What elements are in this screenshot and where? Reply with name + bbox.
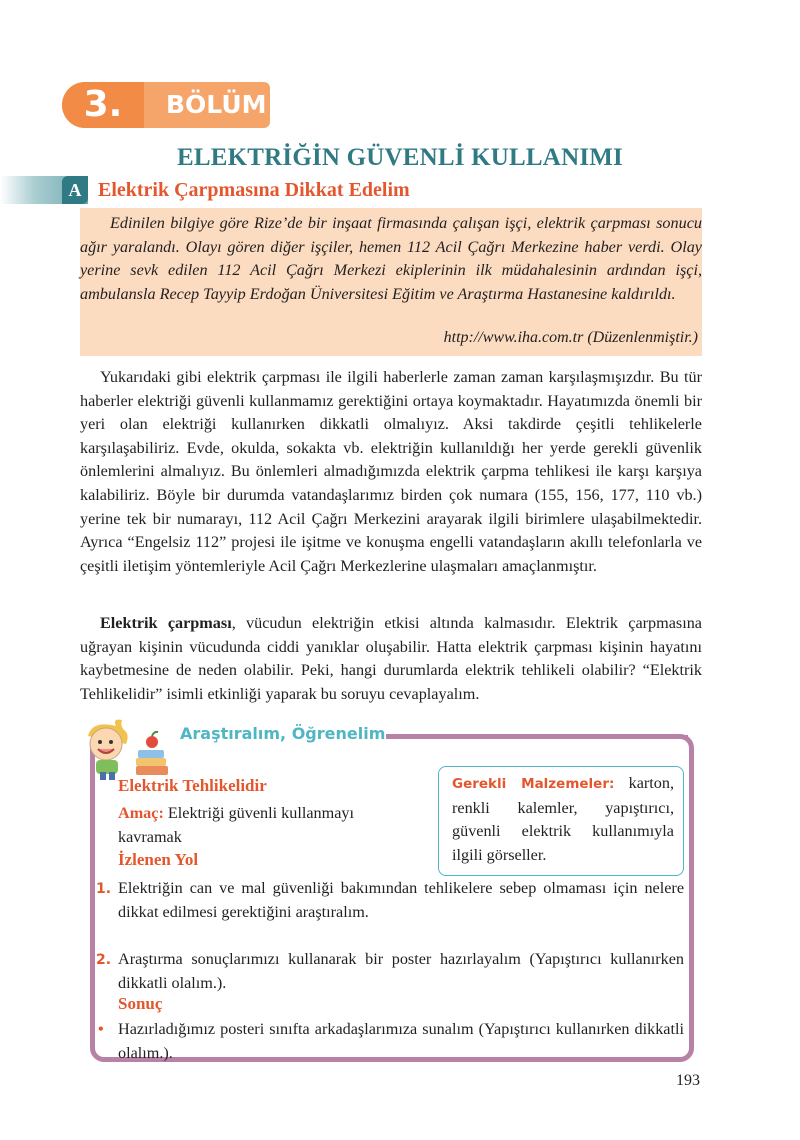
term-electric-shock: Elektrik çarpması	[100, 614, 232, 632]
page-title: ELEKTRİĞİN GÜVENLİ KULLANIMI	[177, 144, 623, 171]
result-text: Hazırladığımız posteri sınıfta arkadaşlarımıza sunalım (Yapıştırıcı kullanırken dikkatli olalım.).	[118, 1020, 684, 1062]
chapter-word: BÖLÜM	[166, 90, 267, 119]
step-2-body: Araştırma sonuçlarımızı kullanarak bir poster hazırlayalım (Yapıştırıcı kullanırken dikkatli olalım.).	[118, 950, 684, 992]
section-letter: A	[62, 176, 88, 204]
activity-aim	[118, 802, 418, 849]
news-quote-text	[80, 212, 702, 306]
activity-title: Elektrik Tehlikelidir	[118, 776, 267, 795]
procedure-label: İzlenen Yol	[118, 850, 199, 869]
step-2-text	[118, 948, 684, 995]
paragraph-intro-text: Yukarıdaki gibi elektrik çarpması ile ilgili haberlerle zaman zaman karşılaşmışızdır. Bu tür haberler elektriği güvenli kullanmamız gerektiğini ortaya koymaktadır. Hayatımızda önemli bir yeri olan elektriği kullanırken dikkatli olmalıyız. Aksi takdirde çeşitli tehlikelerle karşılaşabiliriz. Evde, okulda, sokakta vb. elektriğin kullanıldığı her yerde gerekli güvenlik önlemlerini almalıyız. Bu önlemleri almadığımızda elektrik çarpma tehlikesi ile karşı karşıya kalabiliriz. Böyle bir durumda vatandaşlarımız birden çok numara (155, 156, 177, 110 vb.) yerine tek bir numarayı, 112 Acil Çağrı Merkezini arayarak ilgili birimlere ulaşabilmektedir. Ayrıca “Engelsiz 112” projesi ile işitme ve konuşma engelli vatandaşların akıllı telefonlarla ve çeşitli iletişim yöntemleriyle Acil Çağrı Merkezlerine ulaşmaları amaçlanmıştır.	[80, 368, 702, 575]
paragraph-definition	[80, 612, 702, 706]
aim-text: Elektriği güvenli kullanmayı kavramak	[118, 804, 355, 846]
aim-label: Amaç:	[118, 804, 164, 822]
step-1-body: Elektriğin can ve mal güvenliği bakımından tehlikelere sebep olmaması için nelere dikkat edilmesi gerektiğini araştıralım.	[118, 879, 684, 921]
paragraph-intro	[80, 366, 702, 578]
kid-reading-books-icon	[78, 718, 178, 780]
news-quote-body: Edinilen bilgiye göre Rize’de bir inşaat firmasında çalışan işçi, elektrik çarpması sonucu ağır yaralandı. Olayı gören diğer işçiler, hemen 112 Acil Çağrı Merkezine haber verdi. Olay yerine sevk edilen 112 Acil Çağrı Merkezi ekiplerinin ilk müdahalesinin ardından işçi, ambulansla Recep Tayyip Erdoğan Üniversitesi Eğitim ve Araştırma Hastanesine kaldırıldı.	[80, 214, 702, 303]
news-quote-source: http://www.iha.com.tr (Düzenlenmiştir.)	[443, 329, 698, 346]
activity-banner-title: Araştıralım, Öğrenelim	[180, 724, 386, 743]
materials-label: Gerekli Malzemeler:	[452, 776, 615, 792]
section-title: Elektrik Çarpmasına Dikkat Edelim	[98, 179, 410, 201]
result-bullet: •	[98, 1020, 104, 1038]
chapter-number: 3.	[62, 82, 144, 128]
step-1-number: 1.	[96, 881, 112, 897]
paragraph-definition-text: , vücudun elektriğin etkisi altında kalmasıdır. Elektrik çarpmasına uğrayan kişinin vücudunda ciddi yanıklar oluşabilir. Hatta elektrik çarpması kişinin hayatını kaybetmesine de neden olabilir. Peki, hangi durumlarda elektrik tehlikeli olabilir? “Elektrik Tehlikelidir” isimli etkinliği yaparak bu soruyu cevaplayalım.	[80, 614, 702, 703]
page-number: 193	[676, 1072, 700, 1089]
materials-list: karton, renkli kalemler, yapıştırıcı, güvenli elektrik kullanımıyla ilgili görseller.	[452, 774, 674, 864]
step-2-number: 2.	[96, 952, 112, 968]
activity-banner-rule	[386, 735, 688, 739]
materials-text	[452, 772, 674, 867]
result-label: Sonuç	[118, 994, 163, 1013]
step-1-text	[118, 877, 684, 924]
